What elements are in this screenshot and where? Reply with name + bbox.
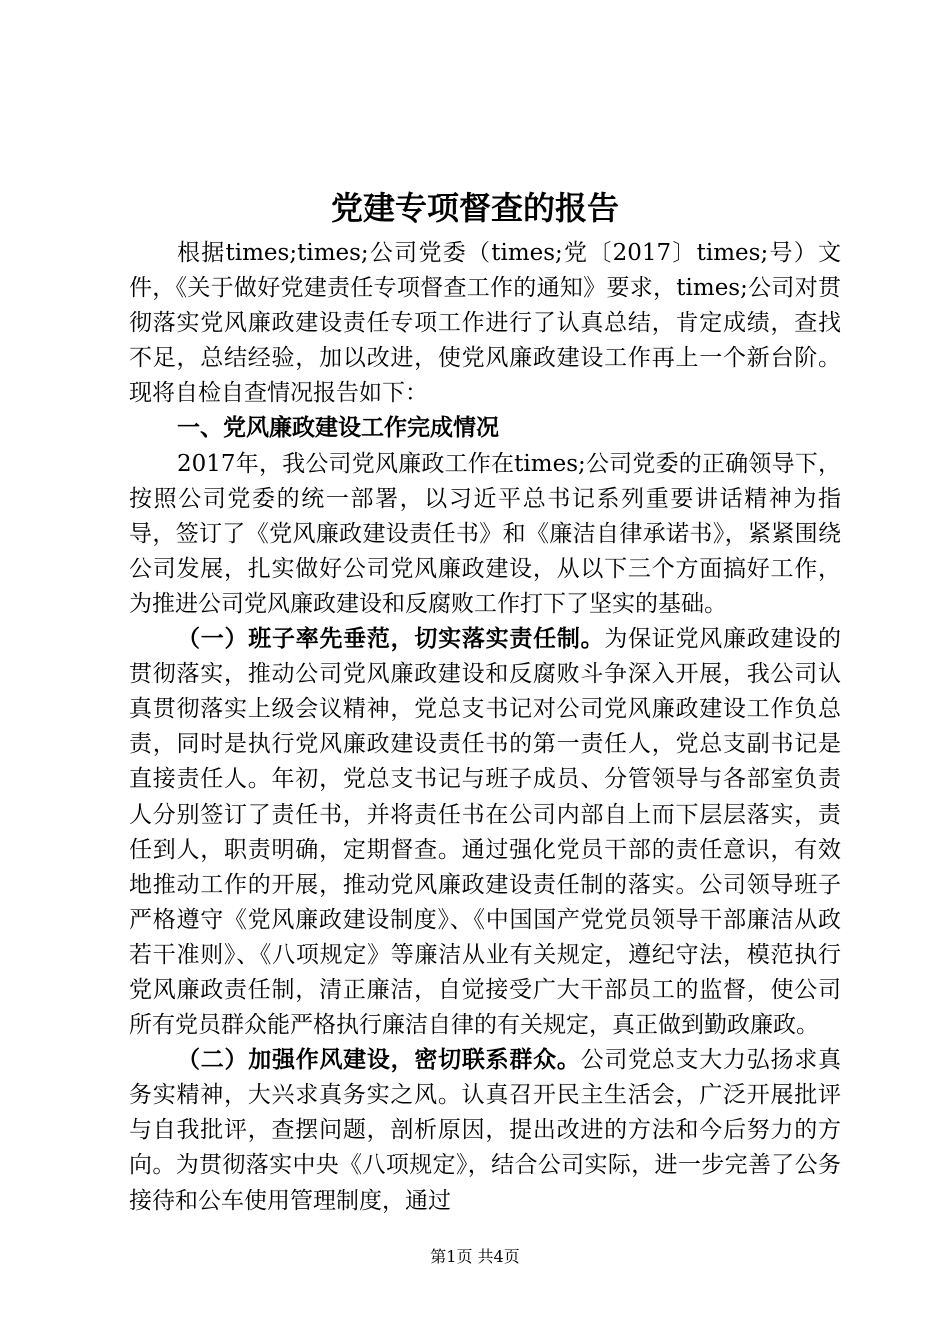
paragraph-work-style-text: 公司党总支大力弘扬求真务实精神，大兴求真务实之风。认真召开民主生活会，广泛开展批评与自我批评，查摆问题，剖析原因，提出改进的方法和今后努力的方向。为贯彻落实中央《八项规定》，结合公司实际，进一步完善了公务接待和公车使用管理制度，通过 [129, 1047, 842, 1214]
subheading-work-style: （二）加强作风建设，密切联系群众。 [177, 1047, 581, 1074]
document-title: 党建专项督查的报告 [330, 189, 619, 227]
subheading-leadership: （一）班子率先垂范，切实落实责任制。 [177, 626, 605, 653]
document-body [129, 236, 841, 1219]
paragraph-leadership [129, 622, 841, 1043]
paragraph-intro: 根据times;times;公司党委（times;党〔2017〕times;号）文件，《关于做好党建责任专项督查工作的通知》要求，times;公司对贯彻落实党风廉政建设责任专项工作进行了认真总结，肯定成绩，查找不足，总结经验，加以改进，使党风廉政建设工作再上一个新台阶。现将自检自查情况报告如下： [129, 240, 841, 407]
paragraph-leadership-text: 为保证党风廉政建设的贯彻落实，推动公司党风廉政建设和反腐败斗争深入开展，我公司认真贯彻落实上级会议精神，党总支书记对公司党风廉政建设工作负总责，同时是执行党风廉政建设责任书的第一责任人，党总支副书记是直接责任人。年初，党总支书记与班子成员、分管领导与各部室负责人分别签订了责任书，并将责任书在公司内部自上而下层层落实，责任到人，职责明确，定期督查。通过强化党员干部的责任意识，有效地推动工作的开展，推动党风廉政建设责任制的落实。公司领导班子严格遵守《党风廉政建设制度》、《中国国产党党员领导干部廉洁从政若干准则》、《八项规定》等廉洁从业有关规定，遵纪守法，模范执行党风廉政责任制，清正廉洁，自觉接受广大干部员工的监督，使公司所有党员群众能严格执行廉洁自律的有关规定，真正做到勤政廉政。 [129, 626, 842, 1039]
page-footer: 第1页 共4页 [430, 1247, 520, 1266]
paragraph-work-style [129, 1043, 841, 1218]
paragraph-2017-summary: 2017年，我公司党风廉政工作在times;公司党委的正确领导下，按照公司党委的统一部署，以习近平总书记系列重要讲话精神为指导，签订了《党风廉政建设责任书》和《廉洁自律承诺书》，紧紧围绕公司发展，扎实做好公司党风廉政建设，从以下三个方面搞好工作，为推进公司党风廉政建设和反腐败工作打下了坚实的基础。 [129, 450, 841, 617]
section-heading-1: 一、党风廉政建设工作完成情况 [177, 415, 499, 442]
